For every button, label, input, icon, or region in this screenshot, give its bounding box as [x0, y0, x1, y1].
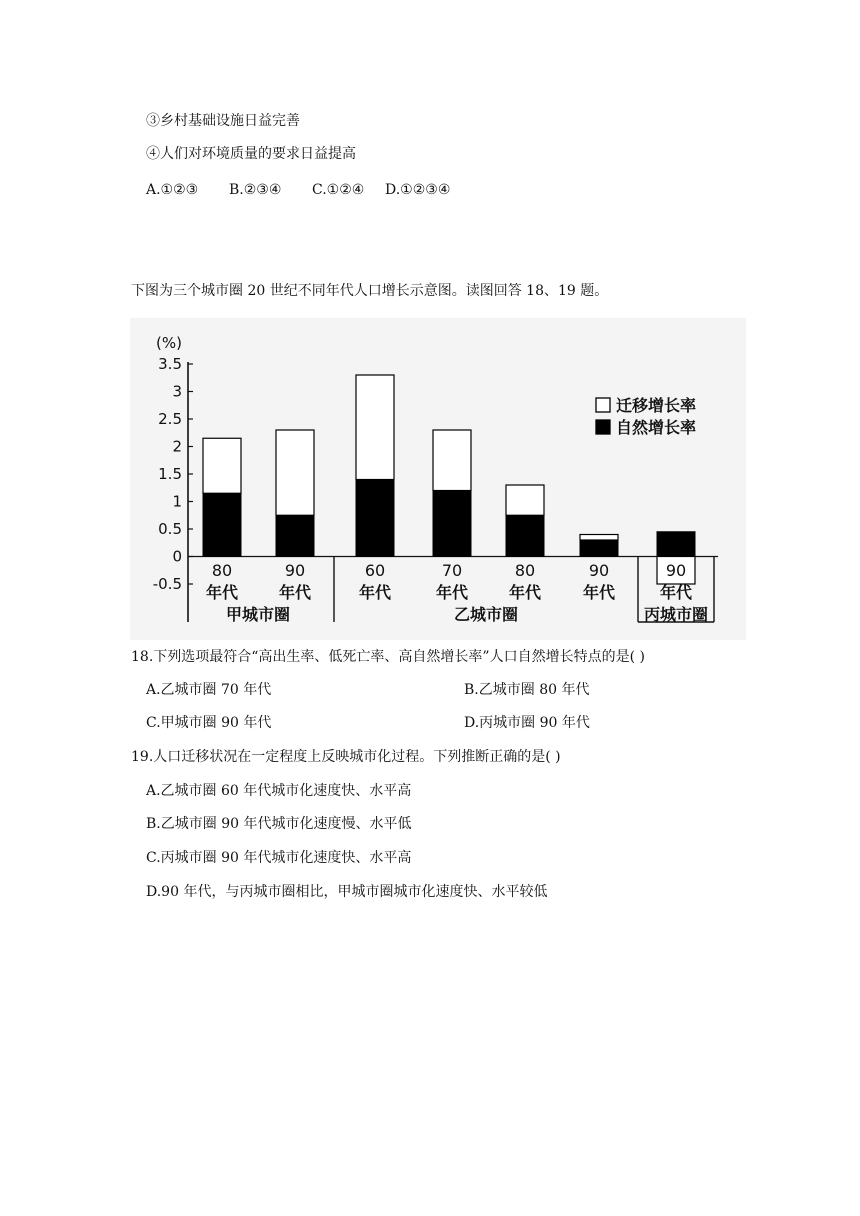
category-suffix-label: 年代 [508, 583, 542, 602]
intro-text: 下图为三个城市圈 20 世纪不同年代人口增长示意图。读图回答 18、19 题。 [131, 283, 609, 299]
bar-natural-growth [657, 532, 695, 557]
bar-migration-growth [580, 535, 618, 541]
group-label: 乙城市圈 [453, 605, 519, 624]
bar-migration-growth [356, 375, 394, 480]
legend-swatch [596, 420, 610, 434]
category-decade-label: 60 [364, 561, 386, 580]
y-unit-label: (%) [156, 334, 182, 352]
category-suffix-label: 年代 [278, 583, 312, 602]
population-growth-chart [130, 318, 746, 640]
q17-option-c: C.①②④ [312, 182, 365, 198]
bar-natural-growth [506, 515, 544, 556]
y-tick-label: 0.5 [158, 520, 182, 538]
q19-option-d: D.90 年代，与丙城市圈相比，甲城市圈城市化速度快、水平较低 [146, 884, 548, 900]
bar-natural-growth [276, 515, 314, 556]
q17-option-d: D.①②③④ [385, 182, 451, 198]
category-decade-label: 90 [588, 561, 610, 580]
category-decade-label: 70 [441, 561, 463, 580]
bar-natural-growth [580, 540, 618, 557]
y-tick-label: 2 [172, 437, 182, 456]
item-3: ③乡村基础设施日益完善 [146, 113, 300, 129]
y-tick-label: 3.5 [158, 355, 182, 373]
category-decade-label: 90 [665, 561, 687, 580]
item-4: ④人们对环境质量的要求日益提高 [146, 146, 356, 162]
q18-option-b: B.乙城市圈 80 年代 [464, 682, 590, 698]
bar-migration-growth [276, 430, 314, 515]
group-label: 丙城市圈 [643, 605, 709, 624]
legend-label: 自然增长率 [616, 418, 697, 437]
category-suffix-label: 年代 [659, 583, 693, 602]
category-decade-label: 80 [211, 561, 233, 580]
bar-migration-growth [506, 485, 544, 515]
y-tick-label: 3 [172, 382, 182, 401]
q18-stem: 18.下列选项最符合“高出生率、低死亡率、高自然增长率”人口自然增长特点的是( ) [131, 649, 645, 665]
q17-option-a: A.①②③ [146, 182, 199, 198]
q18-option-c: C.甲城市圈 90 年代 [146, 715, 272, 731]
bar-natural-growth [433, 491, 471, 557]
legend-label: 迁移增长率 [616, 396, 697, 415]
category-suffix-label: 年代 [205, 583, 239, 602]
q19-option-a: A.乙城市圈 60 年代城市化速度快、水平高 [146, 783, 412, 799]
y-tick-label: 1 [172, 492, 182, 511]
bar-migration-growth [203, 438, 241, 493]
q18-option-d: D.丙城市圈 90 年代 [464, 715, 590, 731]
q18-option-a: A.乙城市圈 70 年代 [146, 682, 272, 698]
y-tick-label: 1.5 [158, 465, 182, 483]
y-tick-label: 2.5 [158, 410, 182, 428]
bar-migration-growth [433, 430, 471, 491]
category-decade-label: 80 [514, 561, 536, 580]
bar-natural-growth [356, 480, 394, 557]
y-tick-label: 0 [172, 547, 182, 566]
q17-option-b: B.②③④ [229, 182, 282, 198]
category-suffix-label: 年代 [435, 583, 469, 602]
y-tick-label: -0.5 [152, 575, 182, 593]
category-decade-label: 90 [284, 561, 306, 580]
chart-svg [130, 318, 746, 640]
bar-natural-growth [203, 493, 241, 556]
legend-swatch [596, 398, 610, 412]
category-suffix-label: 年代 [358, 583, 392, 602]
category-suffix-label: 年代 [582, 583, 616, 602]
group-label: 甲城市圈 [225, 605, 291, 624]
q19-option-c: C.丙城市圈 90 年代城市化速度快、水平高 [146, 850, 412, 866]
q19-option-b: B.乙城市圈 90 年代城市化速度慢、水平低 [146, 816, 412, 832]
q19-stem: 19.人口迁移状况在一定程度上反映城市化过程。下列推断正确的是( ) [131, 749, 561, 765]
